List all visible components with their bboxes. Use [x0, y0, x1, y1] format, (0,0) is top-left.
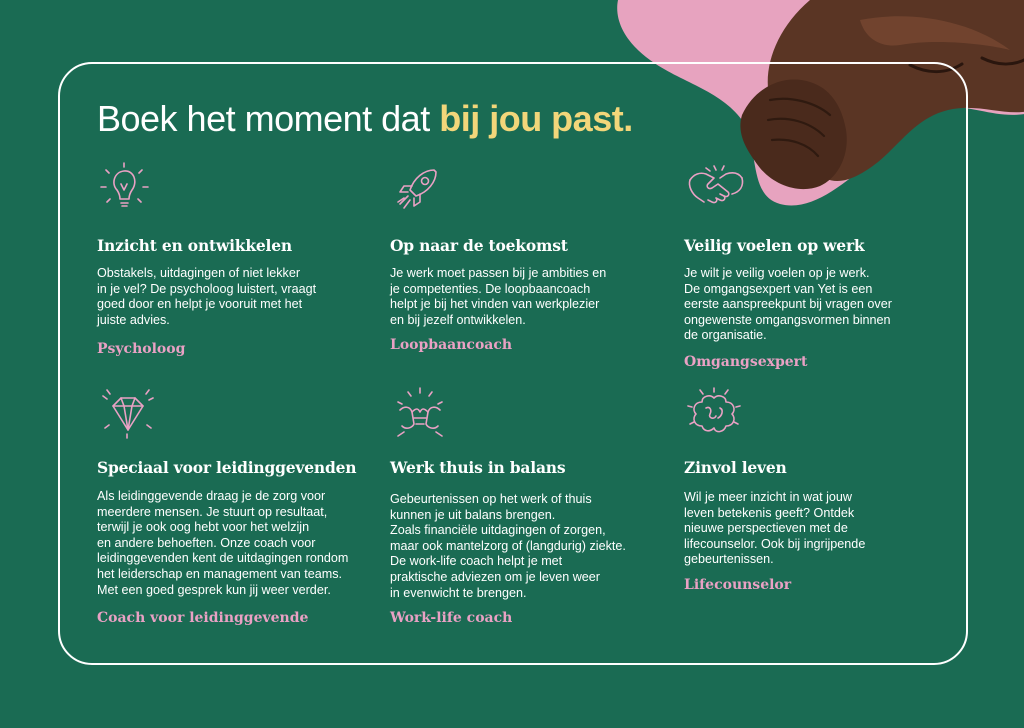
- role-link[interactable]: Loopbaancoach: [390, 337, 513, 353]
- role-link[interactable]: Omgangsexpert: [684, 354, 808, 370]
- diamond-icon: [97, 384, 157, 440]
- lightbulb-icon: [97, 160, 157, 216]
- card-title: Werk thuis in balans: [390, 458, 566, 477]
- brain-icon: [684, 384, 744, 440]
- desc-line: Met een goed gesprek kun jij weer verder.: [97, 582, 331, 597]
- page-title: [97, 98, 633, 140]
- desc-line: in evenwicht te brengen.: [390, 585, 527, 600]
- desc-line: meerdere mensen. Je stuurt op resultaat,: [97, 504, 328, 519]
- desc-line: leidinggevenden kent de uitdagingen rondom: [97, 551, 349, 566]
- card-description: [390, 492, 665, 601]
- desc-line: leven betekenis geeft? Ontdek: [684, 505, 855, 520]
- desc-line: ongewenste omgangsvormen binnen: [684, 312, 891, 327]
- desc-line: Zoals financiële uitdagingen of zorgen,: [390, 523, 606, 538]
- desc-line: helpt je bij het vinden van werkplezier: [390, 297, 600, 312]
- title-accent: bij jou past: [439, 98, 624, 139]
- desc-line: lifecounselor. Ook bij ingrijpende: [684, 536, 866, 551]
- card-title: Speciaal voor leidinggevenden: [97, 458, 357, 477]
- card-title: Op naar de toekomst: [390, 236, 568, 255]
- desc-line: goed door en helpt je vooruit met het: [97, 297, 303, 312]
- rocket-icon: [390, 160, 450, 216]
- card-description: [97, 489, 377, 598]
- desc-line: De omgangsexpert van Yet is een: [684, 281, 873, 296]
- desc-line: Gebeurtenissen op het werk of thuis: [390, 492, 592, 506]
- desc-line: Je werk moet passen bij je ambities en: [390, 266, 607, 280]
- desc-line: terwijl je ook oog hebt voor het welzijn: [97, 520, 310, 535]
- desc-line: De work-life coach helpt je met: [390, 554, 563, 569]
- desc-line: Wil je meer inzicht in wat jouw: [684, 490, 852, 504]
- title-text: Boek het moment dat: [97, 98, 440, 139]
- desc-line: praktische adviezen om je leven weer: [390, 569, 601, 584]
- role-link[interactable]: Psycholoog: [97, 341, 186, 357]
- title-period: .: [623, 98, 633, 139]
- desc-line: de organisatie.: [684, 328, 767, 343]
- desc-line: kunnen je uit balans brengen.: [390, 507, 556, 522]
- desc-line: gebeurtenissen.: [684, 552, 774, 567]
- card-description: [97, 266, 372, 328]
- desc-line: in je vel? De psycholoog luistert, vraagt: [97, 281, 317, 296]
- desc-line: en bij jezelf ontwikkelen.: [390, 312, 526, 327]
- desc-line: eerste aanspreekpunt bij vragen over: [684, 297, 892, 312]
- card-description: [390, 266, 665, 328]
- desc-line: juiste advies.: [97, 312, 170, 327]
- card-description: [684, 490, 959, 568]
- desc-line: en andere behoeften. Onze coach voor: [97, 535, 316, 550]
- desc-line: Je wilt je veilig voelen op je werk.: [684, 266, 870, 280]
- card-title: Veilig voelen op werk: [684, 236, 865, 255]
- role-link[interactable]: Work-life coach: [390, 610, 513, 626]
- desc-line: Obstakels, uitdagingen of niet lekker: [97, 266, 301, 280]
- balance-hands-icon: [390, 384, 450, 440]
- role-link[interactable]: Coach voor leidinggevende: [97, 610, 309, 626]
- card-description: [684, 266, 959, 344]
- desc-line: je competenties. De loopbaancoach: [390, 281, 591, 296]
- desc-line: maar ook mantelzorg of (langdurig) ziekte.: [390, 538, 626, 553]
- card-title: Inzicht en ontwikkelen: [97, 236, 292, 255]
- role-link[interactable]: Lifecounselor: [684, 577, 792, 593]
- card-title: Zinvol leven: [684, 458, 787, 477]
- desc-line: Als leidinggevende draag je de zorg voor: [97, 489, 326, 503]
- desc-line: het leiderschap en management van teams.: [97, 566, 343, 581]
- handshake-icon: [684, 160, 744, 216]
- desc-line: nieuwe perspectieven met de: [684, 521, 848, 536]
